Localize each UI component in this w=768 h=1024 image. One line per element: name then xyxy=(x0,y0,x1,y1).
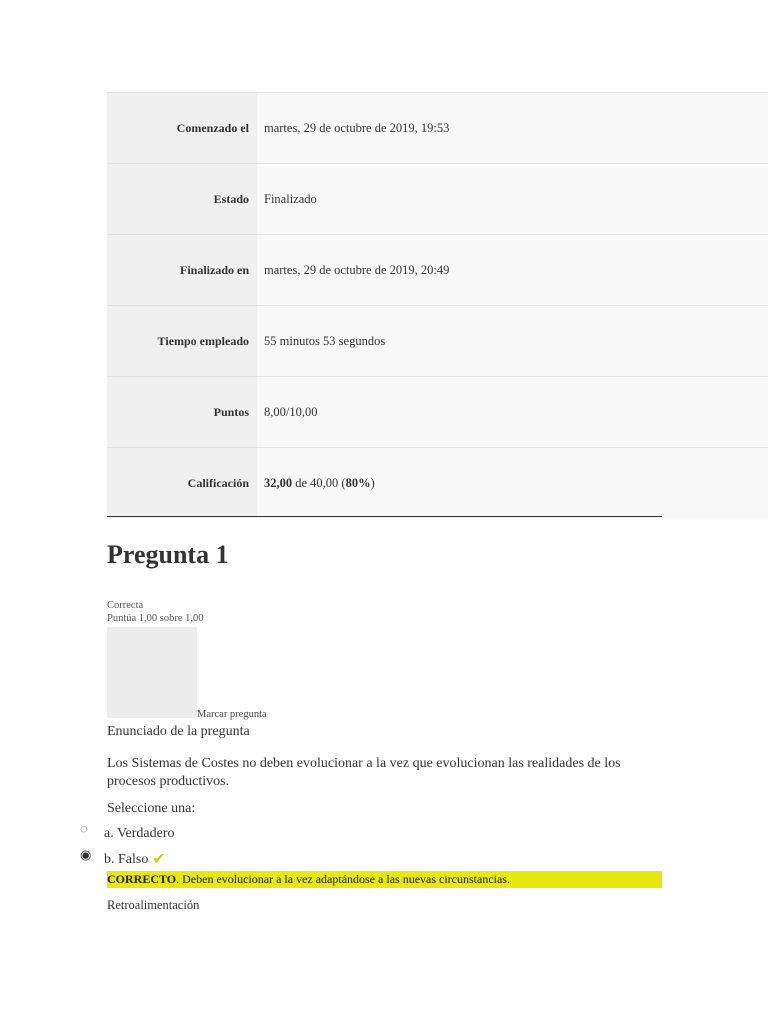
summary-value xyxy=(257,448,768,518)
summary-label: Estado xyxy=(107,164,257,234)
feedback-verdict: CORRECTO xyxy=(107,872,177,886)
checkmark-icon: ✔ xyxy=(152,851,166,868)
question-score: Puntúa 1,00 sobre 1,00 xyxy=(107,613,204,624)
summary-row-grade xyxy=(107,448,768,518)
summary-value: martes, 29 de octubre de 2019, 20:49 xyxy=(257,235,768,305)
retroalimentacion-heading: Retroalimentación xyxy=(107,898,200,912)
summary-label: Calificación xyxy=(107,448,257,518)
answer-option-b[interactable] xyxy=(80,847,166,869)
attempt-summary-table xyxy=(107,92,768,518)
summary-label: Finalizado en xyxy=(107,235,257,305)
summary-value: Finalizado xyxy=(257,164,768,234)
radio-unselected-icon[interactable]: ◌ xyxy=(80,821,88,836)
answer-label[interactable]: b. Falso xyxy=(104,852,149,867)
answer-label[interactable]: a. Verdadero xyxy=(104,826,175,841)
grade-score: 32,00 xyxy=(264,475,293,490)
summary-value: 55 minutos 53 segundos xyxy=(257,306,768,376)
summary-value: martes, 29 de octubre de 2019, 19:53 xyxy=(257,93,768,163)
summary-row-started xyxy=(107,93,768,164)
radio-selected-icon[interactable]: ◉ xyxy=(80,847,92,862)
summary-row-time xyxy=(107,306,768,377)
divider xyxy=(107,516,662,517)
summary-label: Tiempo empleado xyxy=(107,306,257,376)
feedback-text: . Deben evolucionar a la vez adaptándose a las nuevas circunstancias. xyxy=(176,872,510,886)
grade-percent: 80% xyxy=(345,475,371,490)
summary-row-state xyxy=(107,164,768,235)
summary-value: 8,00/10,00 xyxy=(257,377,768,447)
flag-question-link[interactable]: Marcar pregunta xyxy=(197,709,267,720)
summary-row-finished xyxy=(107,235,768,306)
summary-label: Puntos xyxy=(107,377,257,447)
flag-question-box[interactable] xyxy=(107,627,197,718)
summary-label: Comenzado el xyxy=(107,93,257,163)
statement-label: Enunciado de la pregunta xyxy=(107,724,250,739)
question-text: Los Sistemas de Costes no deben evolucionar a la vez que evolucionan las realidades de los procesos productivos. xyxy=(107,756,621,789)
question-status: Correcta xyxy=(107,600,144,611)
answer-option-a[interactable] xyxy=(80,821,175,842)
summary-row-points xyxy=(107,377,768,448)
answer-prompt: Seleccione una: xyxy=(107,801,196,816)
grade-total: de 40,00 ( xyxy=(292,475,346,490)
question-title: Pregunta 1 xyxy=(107,540,229,569)
feedback-banner xyxy=(107,871,662,888)
grade-close: ) xyxy=(370,475,375,490)
question-info xyxy=(107,599,204,625)
